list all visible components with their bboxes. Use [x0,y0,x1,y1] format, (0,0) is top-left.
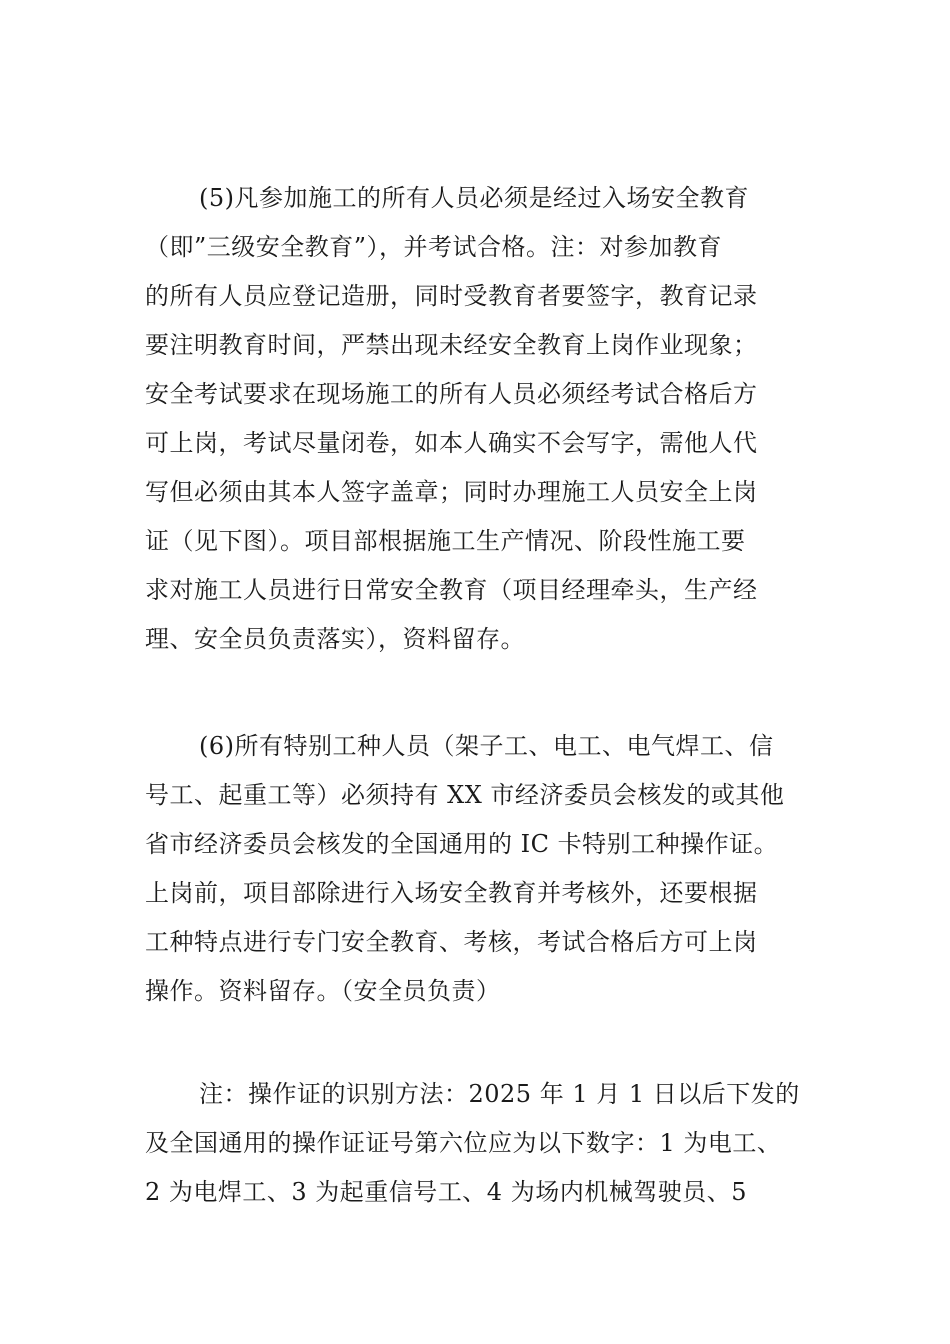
paragraph-line: 要注明教育时间，严禁出现未经安全教育上岗作业现象； [145,331,758,359]
paragraph-line: 工种特点进行专门安全教育、考核，考试合格后方可上岗 [145,928,758,956]
paragraph-line: 操作。资料留存。（安全员负责） [145,977,501,1005]
paragraph-line: （即”三级安全教育”），并考试合格。注：对参加教育 [145,233,723,261]
paragraph-line: 证（见下图）。项目部根据施工生产情况、阶段性施工要 [145,527,746,555]
paragraph-line: 理、安全员负责落实），资料留存。 [145,625,525,653]
paragraph-line: (5)凡参加施工的所有人员必须是经过入场安全教育 [199,184,749,212]
paragraph-line: 求对施工人员进行日常安全教育（项目经理牵头，生产经 [145,576,758,604]
paragraph-5-site-safety-education [145,174,845,664]
paragraph-6-special-trades [145,722,845,1016]
paragraph-line: 省市经济委员会核发的全国通用的 IC 卡特别工种操作证。 [145,830,779,858]
paragraph-line: (6)所有特别工种人员（架子工、电工、电气焊工、信 [199,732,774,760]
paragraph-line: 2 为电焊工、3 为起重信号工、4 为场内机械驾驶员、5 [145,1178,747,1206]
paragraph-line: 可上岗，考试尽量闭卷，如本人确实不会写字，需他人代 [145,429,758,457]
paragraph-line: 注：操作证的识别方法：2025 年 1 月 1 日以后下发的 [199,1080,800,1108]
paragraph-line: 安全考试要求在现场施工的所有人员必须经考试合格后方 [145,380,758,408]
paragraph-line: 上岗前，项目部除进行入场安全教育并考核外，还要根据 [145,879,758,907]
paragraph-line: 写但必须由其本人签字盖章；同时办理施工人员安全上岗 [145,478,758,506]
paragraph-line: 的所有人员应登记造册，同时受教育者要签字，教育记录 [145,282,758,310]
paragraph-line: 及全国通用的操作证证号第六位应为以下数字：1 为电工、 [145,1129,782,1157]
paragraph-line: 号工、起重工等）必须持有 XX 市经济委员会核发的或其他 [145,781,785,809]
paragraph-note-certificate-identification [145,1070,845,1217]
